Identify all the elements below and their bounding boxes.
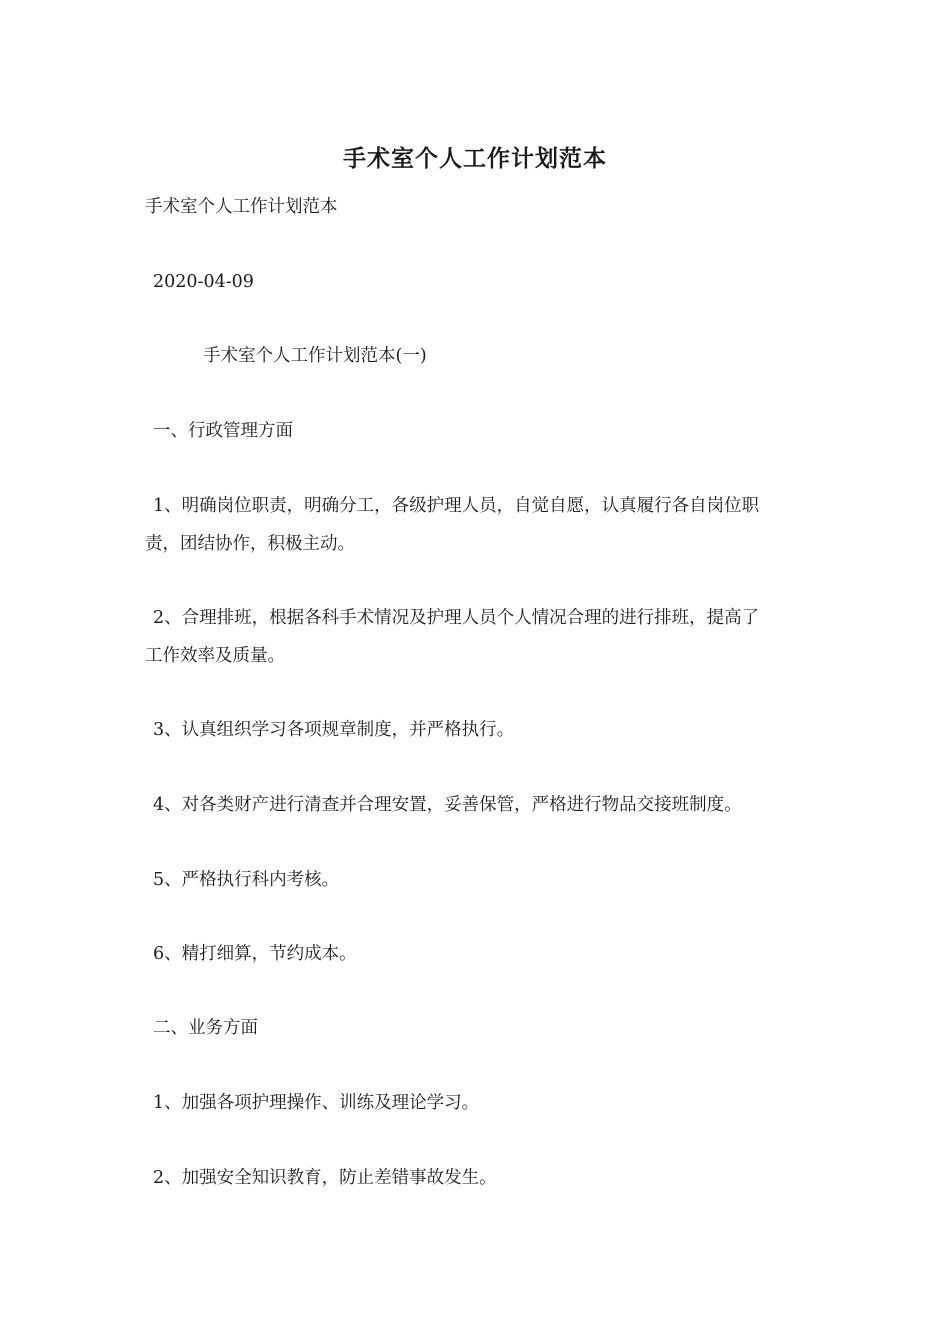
document-date: 2020-04-09 <box>153 272 254 292</box>
part2-heading: 二、业务方面 <box>153 1018 258 1038</box>
document-title: 手术室个人工作计划范本 <box>343 145 607 172</box>
section-heading: 手术室个人工作计划范本(一) <box>203 346 427 366</box>
list-item: 3、认真组织学习各项规章制度，并严格执行。 <box>153 720 515 740</box>
list-item: 1、明确岗位职责，明确分工，各级护理人员，自觉自愿，认真履行各自岗位职 <box>153 496 760 516</box>
list-item: 5、严格执行科内考核。 <box>153 870 340 890</box>
list-item: 1、加强各项护理操作、训练及理论学习。 <box>153 1093 480 1113</box>
list-item-continuation: 工作效率及质量。 <box>145 646 285 666</box>
list-item-continuation: 责，团结协作，积极主动。 <box>145 534 355 554</box>
list-item: 4、对各类财产进行清查并合理安置，妥善保管，严格进行物品交接班制度。 <box>153 795 742 815</box>
list-item: 2、合理排班，根据各科手术情况及护理人员个人情况合理的进行排班，提高了 <box>153 608 760 628</box>
part1-heading: 一、行政管理方面 <box>153 421 293 441</box>
list-item: 2、加强安全知识教育，防止差错事故发生。 <box>153 1168 497 1188</box>
list-item: 6、精打细算，节约成本。 <box>153 944 357 964</box>
document-subtitle: 手术室个人工作计划范本 <box>145 197 338 217</box>
